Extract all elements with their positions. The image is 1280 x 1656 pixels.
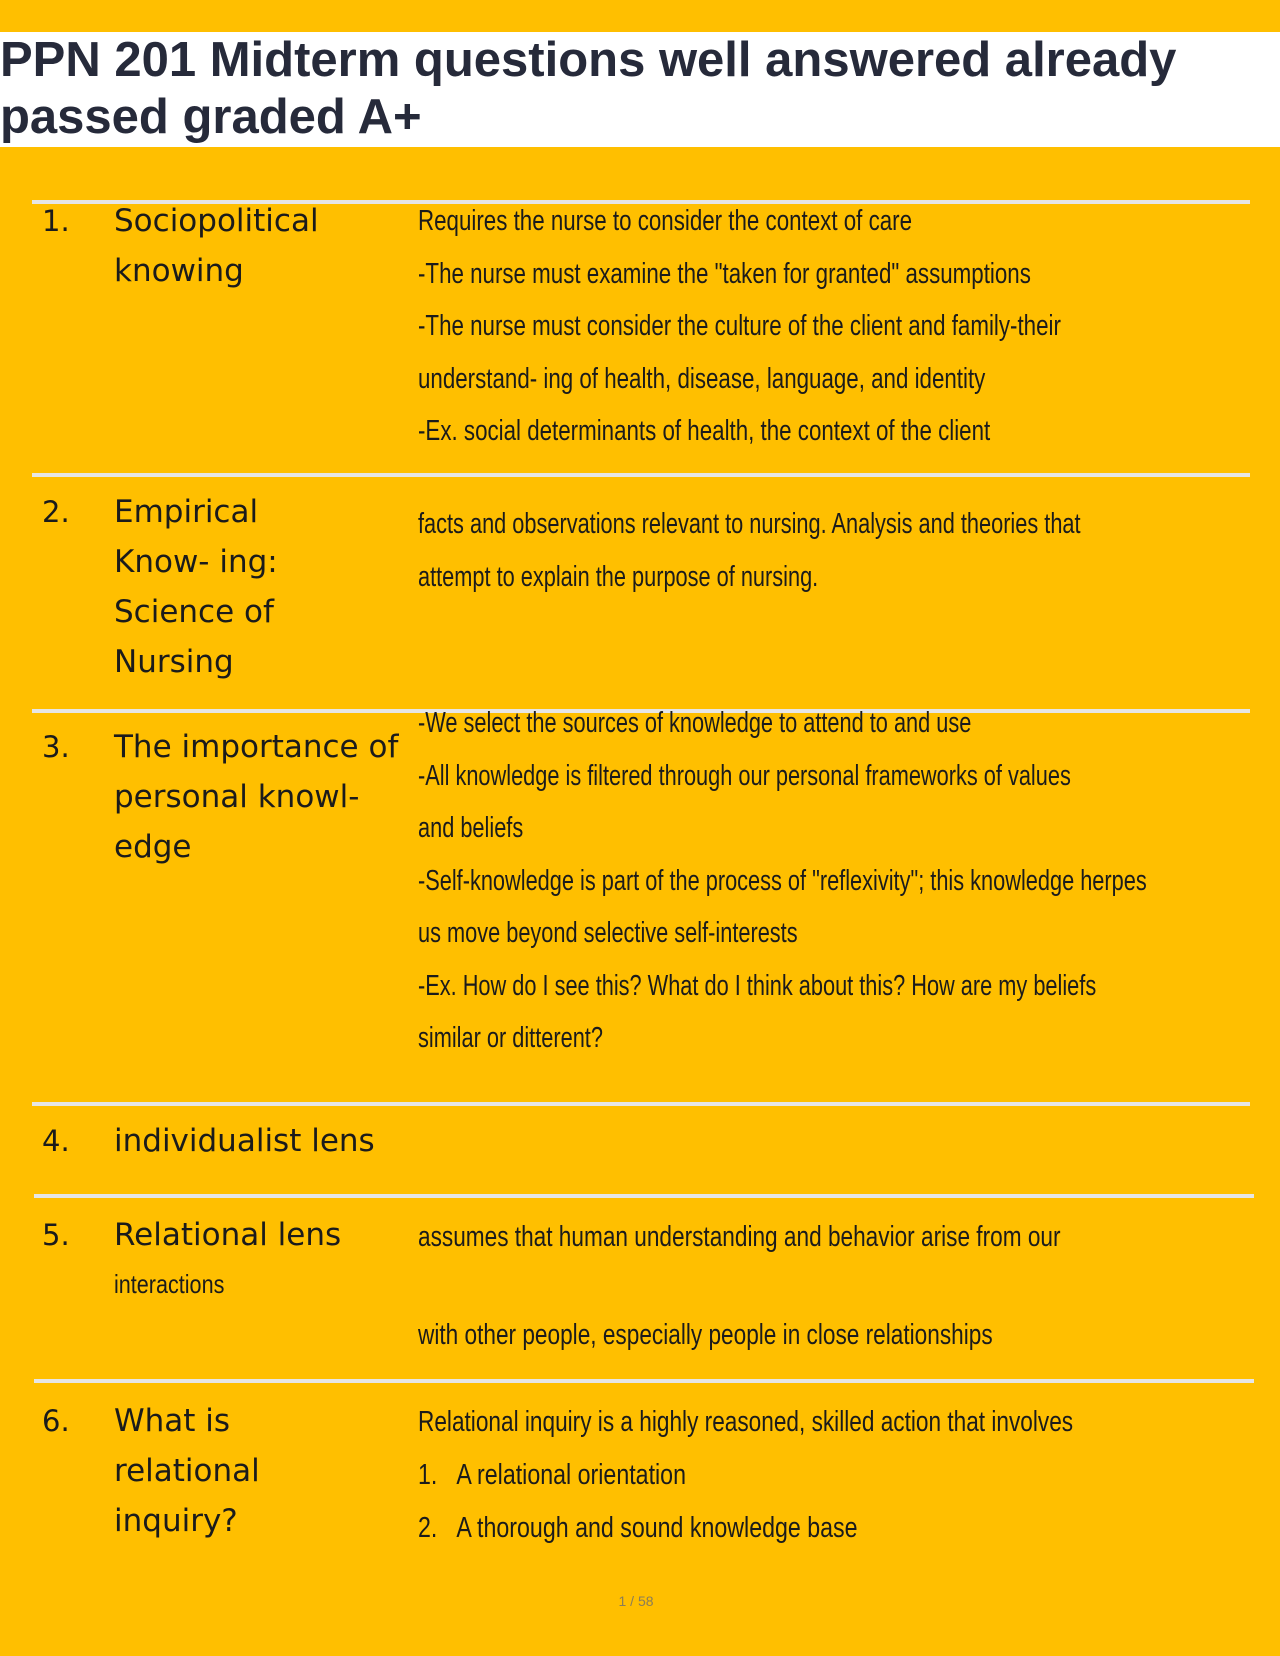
definition-line: facts and observations relevant to nursing. Analysis and theories that [418, 508, 1081, 540]
definition-line: similar or ditterent? [418, 1022, 603, 1054]
entry-number: 1. [42, 204, 70, 238]
definition-line: -Self-knowledge is part of the process of "reflexivity"; this knowledge herpes [418, 864, 1147, 897]
entry-term: What is relational inquiry? [114, 1403, 260, 1539]
definition-line: assumes that human understanding and behavior arise from our [418, 1221, 1061, 1253]
definition-line: with other people, especially people in close relationships [418, 1319, 993, 1351]
definition-line: -The nurse must consider the culture of the client and family-their [418, 310, 1061, 342]
row-divider [34, 1194, 1254, 1198]
entry-number: 6. [42, 1404, 70, 1438]
definition-line: attempt to explain the purpose of nursing. [418, 560, 819, 593]
definition-line: and beliefs [418, 812, 524, 844]
definition-line: -Ex. How do I see this? What do I think about this? How are my beliefs [418, 969, 1097, 1002]
sub-item [418, 1502, 858, 1555]
definition-line: -The nurse must examine the "taken for granted" assumptions [418, 257, 1031, 290]
definition-line: us move beyond selective self-interests [418, 917, 798, 949]
entry-term: Empirical Know- ing: Science of Nursing [114, 494, 278, 680]
entry-number: 4. [42, 1124, 70, 1158]
row-divider [32, 473, 1250, 477]
entry-term: Sociopolitical knowing [114, 203, 319, 289]
definition-line: -Ex. social determinants of health, the context of the client [418, 415, 991, 447]
definition-line: Relational inquiry is a highly reasoned, skilled action that involves [418, 1406, 1074, 1438]
entry-number: 5. [42, 1218, 70, 1252]
entry-term: Relational lens [114, 1217, 342, 1253]
entry-term-continuation: interactions [114, 1269, 225, 1299]
entry-number: 2. [42, 495, 70, 529]
definition-line: -We select the sources of knowledge to attend to and use [418, 707, 972, 739]
definition-line: -All knowledge is filtered through our personal frameworks of values [418, 759, 1071, 792]
page-number: 1 / 58 [618, 1593, 654, 1609]
sub-item-number: 1. [418, 1459, 438, 1491]
sub-item [418, 1449, 686, 1502]
entry-number: 3. [42, 730, 70, 764]
entry-term: The importance of personal knowl- edge [114, 729, 399, 865]
sub-item-text: A relational orientation [456, 1459, 686, 1491]
document-title: PPN 201 Midterm questions well answered already passed graded A+ [0, 33, 1177, 144]
entry-definition [418, 195, 1061, 458]
row-divider [32, 1102, 1250, 1106]
entry-term: individualist lens [114, 1123, 375, 1159]
entry-definition [418, 697, 1147, 1065]
entry-definition [418, 498, 1081, 603]
sub-item-text: A thorough and sound knowledge base [456, 1512, 858, 1544]
definition-line: Requires the nurse to consider the context of care [418, 205, 913, 237]
row-divider [34, 1379, 1254, 1383]
definition-line: understand- ing of health, disease, language, and identity [418, 362, 986, 395]
sub-item-number: 2. [418, 1512, 438, 1544]
